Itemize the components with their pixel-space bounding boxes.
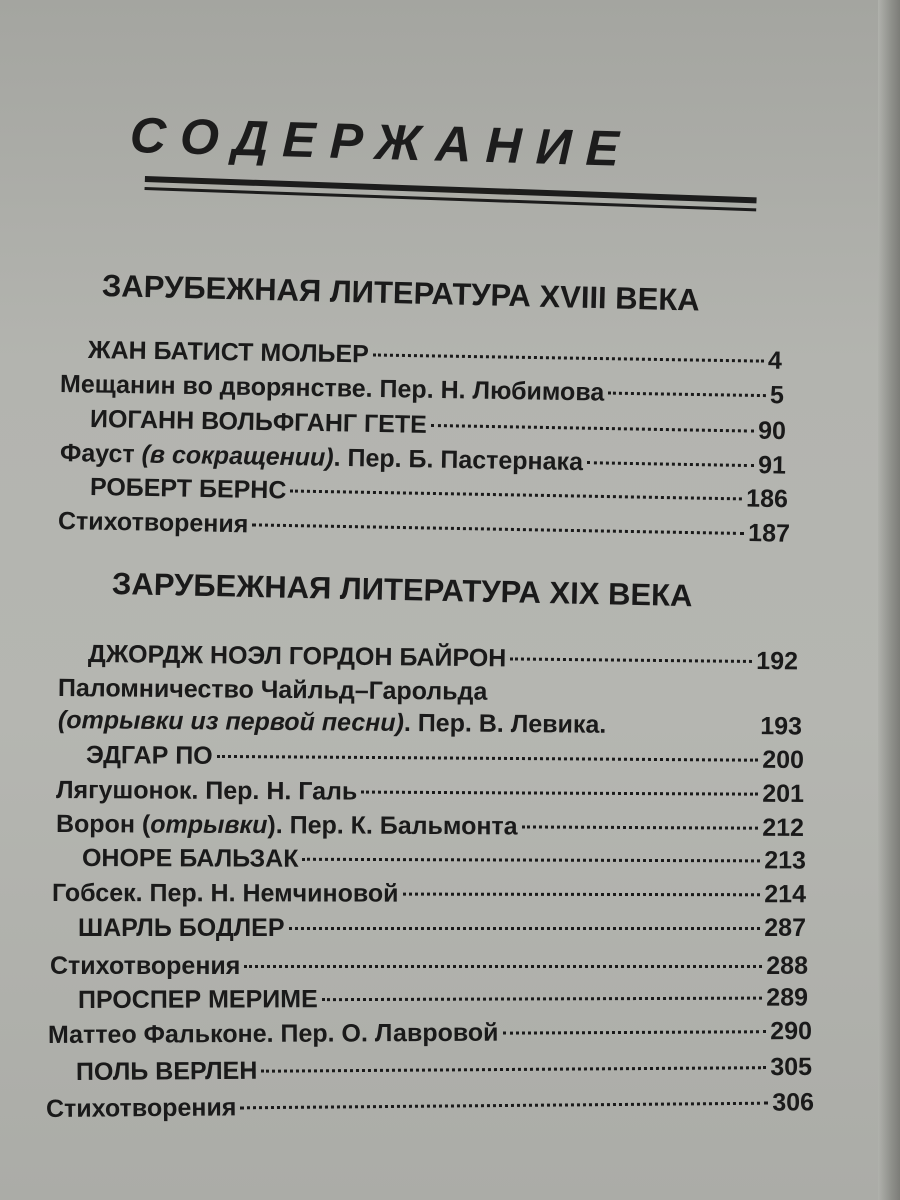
toc-entry-poe[interactable]	[86, 741, 804, 775]
toc-entry-title: РОБЕРТ БЕРНС	[89, 473, 287, 505]
toc-entry-verlaine-poems[interactable]	[46, 1088, 814, 1124]
toc-entry-title: ШАРЛЬ БОДЛЕР	[78, 914, 285, 942]
dot-leader	[252, 523, 744, 535]
toc-entry-baudelaire-poems[interactable]	[50, 952, 808, 981]
toc-entry-mateo-falcone[interactable]	[48, 1017, 812, 1050]
dot-leader	[510, 657, 752, 663]
dot-leader	[608, 392, 766, 397]
dot-leader	[240, 1102, 768, 1110]
dot-leader	[403, 893, 761, 897]
title-underline	[144, 176, 757, 227]
toc-entry-hop-frog[interactable]	[56, 776, 804, 809]
page-number: 306	[772, 1088, 815, 1117]
toc-entry-title: ПОЛЬ ВЕРЛЕН	[75, 1056, 258, 1086]
toc-entry-title: Стихотворения	[57, 507, 249, 539]
page-number: 287	[764, 914, 806, 942]
toc-entry-title: Ворон (отрывки). Пер. К. Бальмонта	[55, 810, 518, 841]
dot-leader	[587, 461, 754, 467]
dot-leader	[244, 965, 762, 968]
dot-leader	[289, 927, 761, 930]
toc-entry-title: Лягушонок. Пер. Н. Галь	[55, 776, 358, 806]
dot-leader	[322, 997, 763, 1002]
toc-entry-title: (отрывки из первой песни). Пер. В. Левика.	[57, 706, 607, 739]
toc-entry-baudelaire[interactable]	[78, 914, 806, 943]
dot-leader	[503, 1030, 767, 1034]
page-number: 90	[757, 416, 787, 446]
page-number: 290	[770, 1016, 813, 1046]
toc-entry-burns[interactable]	[90, 473, 788, 514]
section-heading-19th-century: ЗАРУБЕЖНАЯ ЛИТЕРАТУРА XIX ВЕКА	[111, 566, 693, 614]
dot-leader	[361, 791, 758, 796]
dot-leader	[431, 424, 754, 433]
toc-entry-title: ИОГАНН ВОЛЬФГАНГ ГЕТЕ	[89, 405, 428, 439]
page-number: 186	[745, 484, 789, 514]
toc-entry-title: Маттео Фальконе. Пер. О. Лавровой	[47, 1018, 499, 1049]
toc-entry-goethe[interactable]	[90, 405, 786, 446]
toc-entry-title: Фауст (в сокращении). Пер. Б. Пастернака	[59, 439, 584, 477]
toc-entry-byron[interactable]	[88, 640, 798, 676]
toc-entry-title: ПРОСПЕР МЕРИМЕ	[77, 985, 318, 1014]
toc-entry-title: Гобсек. Пер. Н. Немчиновой	[51, 879, 399, 908]
dot-leader	[373, 353, 764, 362]
page-number: 212	[762, 813, 805, 842]
page-number: 289	[766, 983, 809, 1012]
page-number: 305	[770, 1052, 813, 1082]
page-number: 201	[762, 779, 805, 808]
dot-leader	[522, 825, 759, 829]
toc-entry-verlaine[interactable]	[76, 1053, 812, 1087]
page-number: 288	[766, 952, 808, 980]
page-number: 200	[762, 745, 805, 775]
page-number: 192	[756, 646, 799, 676]
toc-entry-title: Стихотворения	[50, 952, 241, 980]
section-heading-18th-century: ЗАРУБЕЖНАЯ ЛИТЕРАТУРА XVIII ВЕКА	[101, 268, 701, 318]
toc-entry-merimee[interactable]	[78, 983, 808, 1015]
dot-leader	[261, 1066, 766, 1073]
page-number: 187	[747, 519, 791, 548]
page-number: 214	[764, 880, 807, 909]
page-number: 91	[757, 451, 787, 480]
toc-entry-raven[interactable]	[56, 810, 804, 843]
toc-entry-title: ДЖОРДЖ НОЭЛ ГОРДОН БАЙРОН	[87, 640, 507, 673]
toc-entry-gobseck[interactable]	[52, 879, 806, 909]
toc-entry-balzac[interactable]	[82, 844, 806, 876]
page-number: 5	[769, 381, 785, 410]
toc-entry-title: ЭДГАР ПО	[85, 741, 213, 770]
toc-entry-title: ОНОРЕ БАЛЬЗАК	[81, 844, 299, 873]
page-title: СОДЕРЖАНИЕ	[129, 107, 634, 178]
page-number: 4	[767, 346, 783, 375]
page-number: 213	[764, 846, 807, 875]
toc-entry-childe-harold-line1[interactable]: Паломничество Чайльд–Гарольда	[57, 674, 488, 706]
page-edge-shadow	[878, 0, 900, 1200]
toc-entry-moliere[interactable]	[88, 336, 782, 376]
page-number: 193	[760, 712, 803, 741]
toc-entry-title: ЖАН БАТИСТ МОЛЬЕР	[87, 336, 370, 369]
dot-leader	[217, 755, 759, 762]
toc-entry-childe-harold-line2[interactable]	[58, 706, 802, 741]
toc-entry-meshchanin[interactable]	[60, 370, 784, 410]
toc-entry-title: Мещанин во дворянстве. Пер. Н. Любимова	[59, 370, 605, 407]
dot-leader	[302, 858, 760, 863]
toc-entry-title: Стихотворения	[45, 1093, 237, 1123]
dot-leader	[290, 489, 742, 500]
toc-entry-burns-poems[interactable]	[58, 507, 790, 549]
